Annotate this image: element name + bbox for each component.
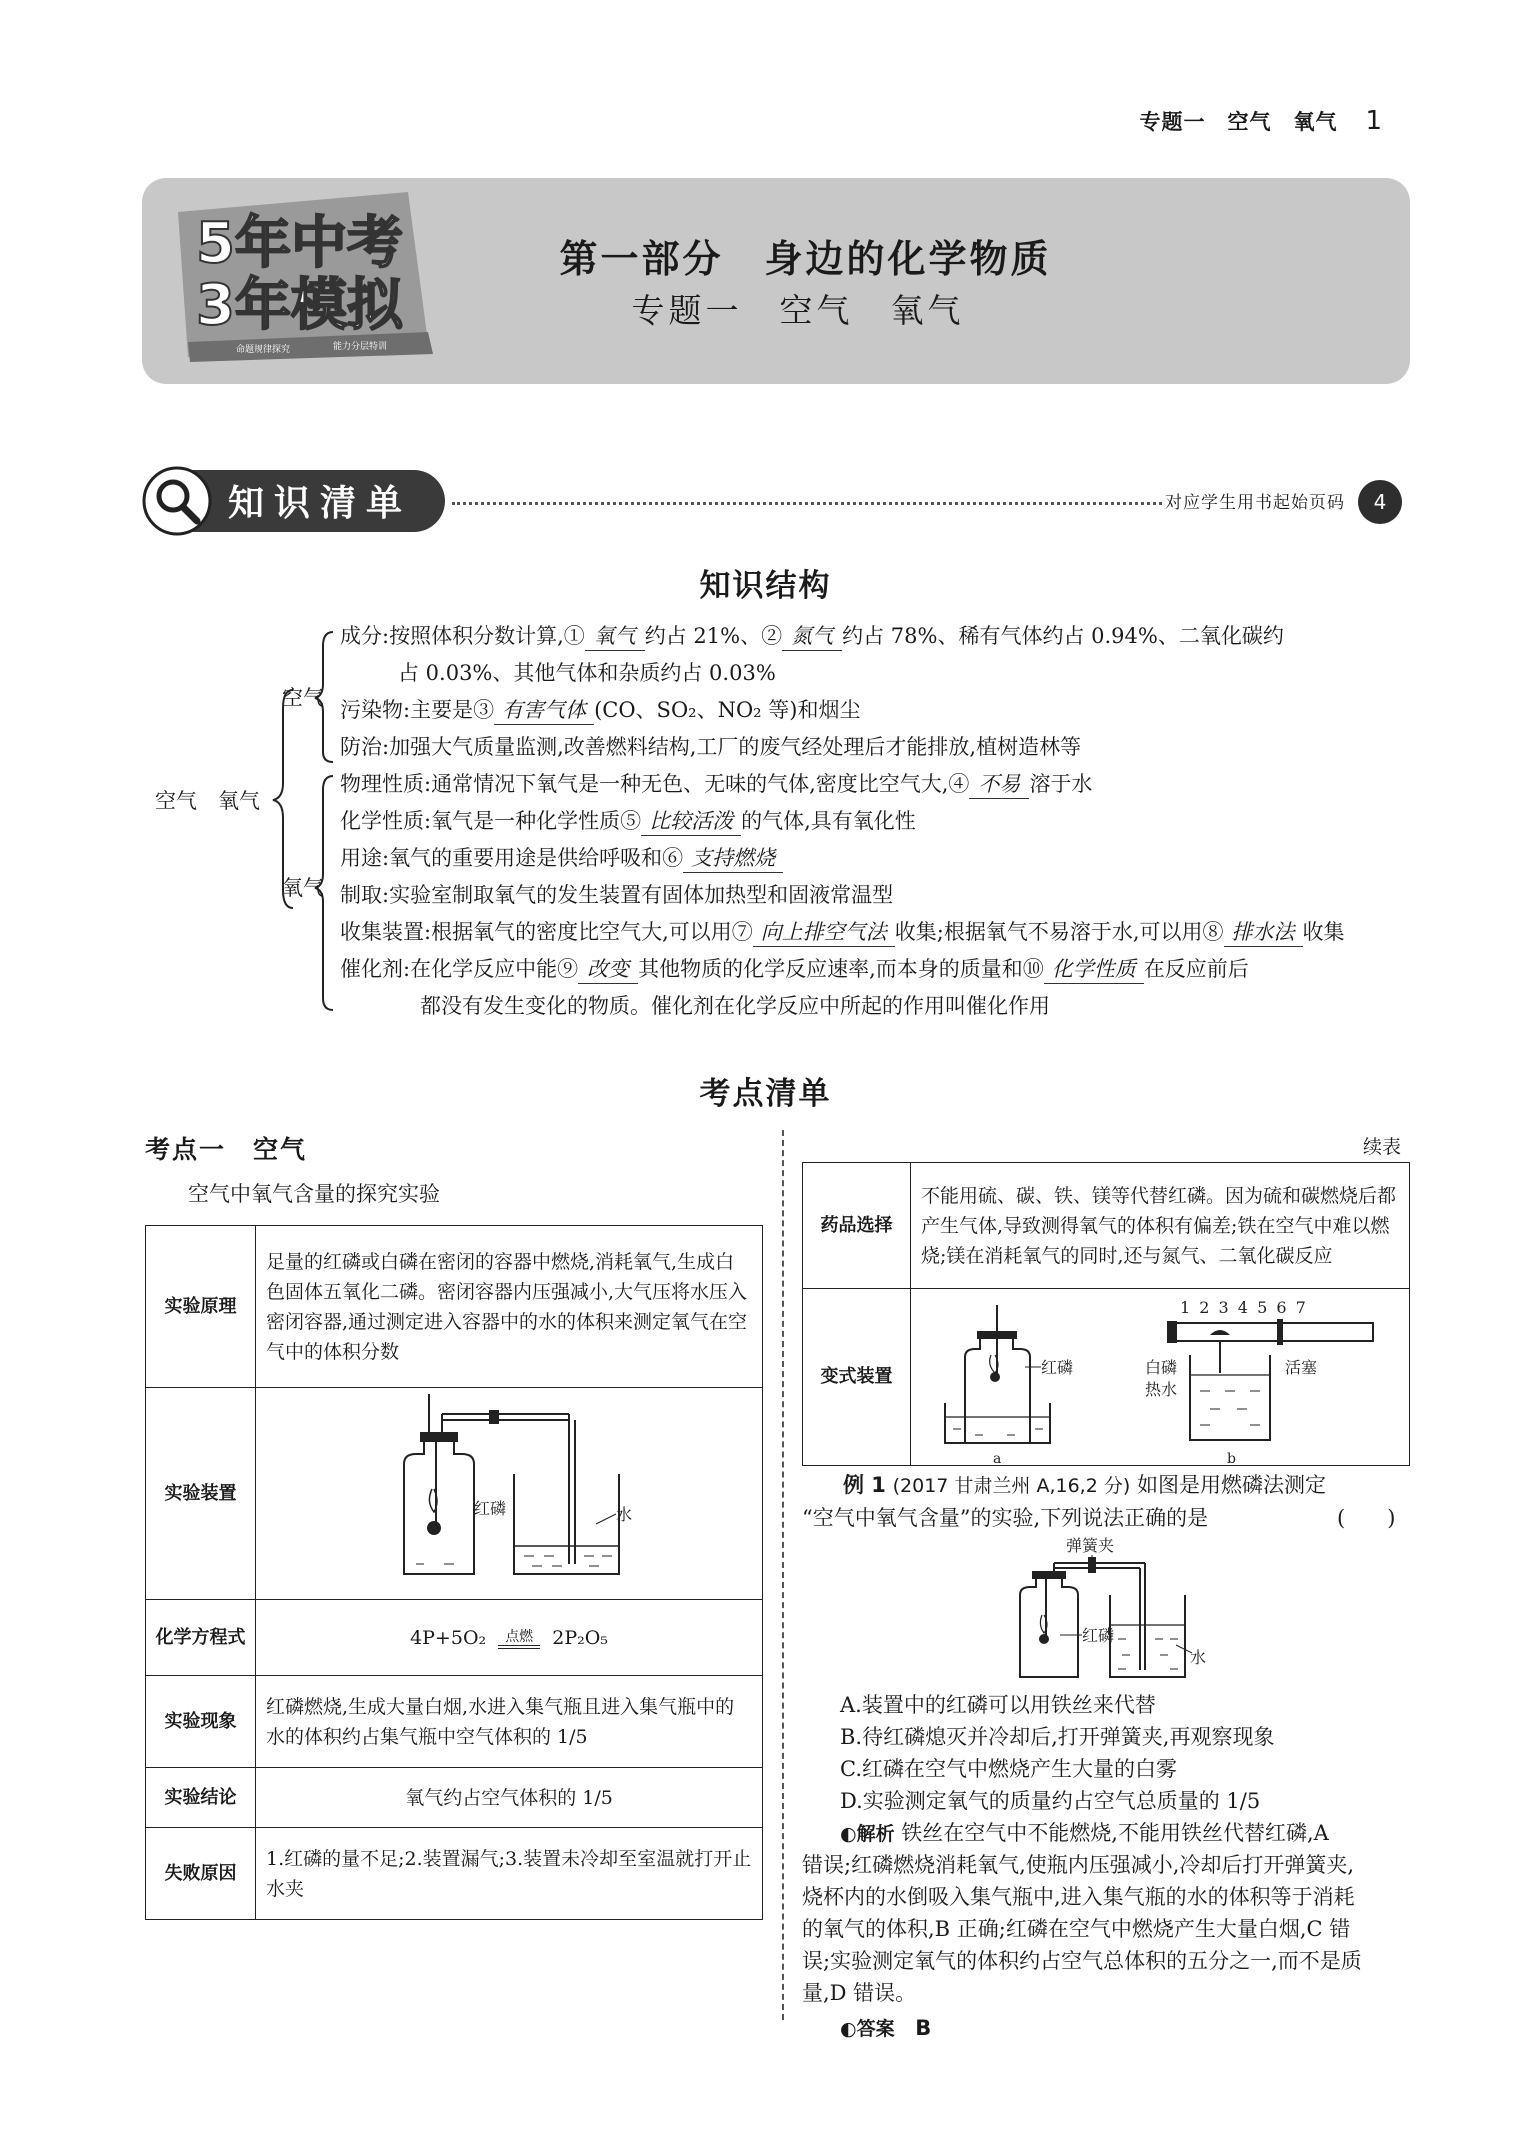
blank-9: 改变 (578, 955, 638, 984)
blank-2: 氮气 (782, 622, 842, 651)
analysis-tag: ◐解析 (840, 1823, 895, 1845)
equation-cell (256, 1600, 763, 1676)
column-divider (782, 1130, 784, 2020)
table-row: 化学方程式 4P+5O₂ 点燃 2P₂O₅ (146, 1600, 763, 1676)
logo-line1: 5年中考 (196, 211, 403, 276)
test-point-1-subtitle: 空气中氧气含量的探究实验 (188, 1182, 440, 1206)
option-d: D.实验测定氧气的质量约占空气总质量的 1/5 (840, 1789, 1261, 1813)
example-source: (2017 甘肃兰州 A,16,2 分) (892, 1475, 1131, 1497)
label-water: 水 (616, 1505, 633, 1524)
chapter-subtitle: 专题一 空气 氧气 (631, 291, 965, 330)
oxygen-chemical: 化学性质:氧气是一种化学性质⑤ 比较活泼 的气体,具有氧化性 (340, 807, 916, 836)
oxygen-preparation: 制取:实验室制取氧气的发生装置有固体加热型和固液常温型 (340, 883, 894, 907)
running-header-topic: 专题一 空气 氧气 (1139, 110, 1338, 134)
oxygen-use: 用途:氧气的重要用途是供给呼吸和⑥ 支持燃烧 (340, 844, 783, 873)
continued-label: 续表 (1362, 1136, 1401, 1158)
blank-7: 向上排空气法 (753, 918, 895, 947)
variant-b-label: b (1227, 1451, 1236, 1467)
air-node: 空气 (282, 686, 324, 710)
example-clip-label: 弹簧夹 (1066, 1536, 1115, 1555)
chapter-title: 第一部分 身边的化学物质 (559, 237, 1052, 281)
experiment-table (145, 1225, 763, 1920)
oxygen-physical: 物理性质:通常情况下氧气是一种无色、无味的气体,密度比空气大,④ 不易 溶于水 (340, 770, 1092, 799)
example-figure (1010, 1535, 1230, 1685)
test-point-1-title: 考点一 空气 (145, 1135, 308, 1164)
air-composition-cont: 占 0.03%、其他气体和杂质约占 0.03% (398, 661, 776, 685)
analysis-line-4: 的氧气的体积,B 正确;红磷在空气中燃烧产生大量白烟,C 错 (802, 1917, 1351, 1941)
variant-a-phosphorus-label: 红磷 (1041, 1358, 1074, 1377)
oxygen-catalyst: 催化剂:在化学反应中能⑨ 改变 其他物质的化学反应速率,而本身的质量和⑩ 化学性质 在反应前后 (340, 955, 1249, 984)
analysis-line-2: 错误;红磷燃烧消耗氧气,使瓶内压强减小,冷却后打开弹簧夹, (802, 1853, 1355, 1877)
running-header (1139, 106, 1383, 136)
blank-1: 氧气 (585, 622, 645, 651)
equation-condition: 点燃 (505, 1628, 534, 1645)
option-b: B.待红磷熄灭并冷却后,打开弹簧夹,再观察现象 (840, 1725, 1275, 1749)
table-row: 变式装置 红磷 a 1 2 3 4 5 6 7 白磷 热水 活塞 b (803, 1289, 1410, 1466)
table-row: 实验现象 红磷燃烧,生成大量白烟,水进入集气瓶且进入集气瓶中的水的体积约占集气瓶中空气体积的 1/5 (146, 1676, 763, 1768)
apparatus-figure-cell (256, 1388, 763, 1600)
reference-text: 对应学生用书起始页码 (1165, 493, 1345, 513)
analysis-line-3: 烧杯内的水倒吸入集气瓶中,进入集气瓶的水的体积等于消耗 (802, 1885, 1355, 1909)
logo-tag2: 能力分层特训 (333, 342, 388, 352)
answer-tag: ◐答案 (840, 2018, 895, 2040)
blank-3: 有害气体 (494, 696, 594, 725)
test-points-heading: 考点清单 (699, 1076, 832, 1112)
example-phos-label: 红磷 (1082, 1626, 1115, 1645)
table-row: 药品选择 不能用硫、碳、铁、镁等代替红磷。因为硫和碳燃烧后都产生气体,导致测得氧气的体积有偏差;铁在空气中难以燃烧;镁在消耗氧气的同时,还与氮气、二氧化碳反应 (803, 1163, 1410, 1289)
example-answer-bracket: ( ) (1337, 1506, 1396, 1530)
section-title: 知识清单 (228, 483, 413, 524)
option-a: A.装置中的红磷可以用铁丝来代替 (840, 1693, 1156, 1717)
equation-right: 2P₂O₅ (552, 1626, 608, 1649)
example-stem-line1: 例 1 (2017 甘肃兰州 A,16,2 分) 如图是用燃磷法测定 (843, 1473, 1326, 1497)
oxygen-node: 氧气 (282, 876, 324, 900)
analysis-line-5: 误;实验测定氧气的体积约占空气总体积的五分之一,而不是质 (802, 1949, 1362, 1973)
variant-b-hot-water-label: 热水 (1145, 1380, 1178, 1399)
variant-figure-cell (911, 1289, 1410, 1466)
analysis-line-1: ◐解析 铁丝在空气中不能燃烧,不能用铁丝代替红磷,A (840, 1821, 1329, 1845)
blank-5: 比较活泼 (641, 807, 741, 836)
variant-b-scale: 1 2 3 4 5 6 7 (1180, 1298, 1308, 1317)
knowledge-structure-heading: 知识结构 (699, 568, 832, 604)
continued-table (802, 1162, 1410, 1466)
option-c: C.红磷在空气中燃烧产生大量的白雾 (840, 1757, 1177, 1781)
table-row: 实验装置 红磷 水 (146, 1388, 763, 1600)
blank-6: 支持燃烧 (683, 844, 783, 873)
variant-a-label: a (993, 1451, 1002, 1467)
oxygen-catalyst-cont: 都没有发生变化的物质。催化剂在化学反应中所起的作用叫催化作用 (420, 994, 1050, 1018)
label-red-phosphorus: 红磷 (474, 1499, 507, 1518)
blank-4: 不易 (969, 770, 1029, 799)
air-prevention: 防治:加强大气质量监测,改善燃料结构,工厂的废气经处理后才能排放,植树造林等 (340, 735, 1082, 759)
blank-8: 排水法 (1224, 918, 1303, 947)
tree-root: 空气 氧气 (155, 789, 260, 813)
variant-b-piston-label: 活塞 (1285, 1358, 1318, 1377)
air-composition: 成分:按照体积分数计算,① 氧气 约占 21%、② 氮气 约占 78%、稀有气体约占 0.94%、二氧化碳约 (340, 622, 1284, 651)
variant-apparatus-diagram (925, 1295, 1395, 1467)
table-row: 实验原理 足量的红磷或白磷在密闭的容器中燃烧,消耗氧气,生成白色固体五氧化二磷。密闭容器内压强减小,大气压将水压入密闭容器,通过测定进入容器中的水的体积来测定氧气在空气中的体积分数 (146, 1226, 763, 1388)
table-row: 实验结论 氧气约占空气体积的 1/5 (146, 1768, 763, 1828)
blank-10: 化学性质 (1044, 955, 1144, 984)
logo-line2: 3年模拟 (196, 273, 403, 338)
analysis-line-6: 量,D 错误。 (802, 1981, 917, 2005)
example-stem-line2: “空气中氧气含量”的实验,下列说法正确的是 (802, 1506, 1209, 1530)
answer-value: B (915, 2016, 932, 2040)
reference-page-badge: 4 (1358, 480, 1402, 524)
table-row: 失败原因 1.红磷的量不足;2.装置漏气;3.装置未冷却至室温就打开止水夹 (146, 1828, 763, 1920)
example-tag: 例 1 (843, 1473, 886, 1497)
variant-b-white-label: 白磷 (1145, 1358, 1178, 1377)
equation-arrow (498, 1629, 540, 1649)
answer-line (840, 2013, 931, 2045)
dotted-leader (452, 502, 1162, 505)
example-water-label: 水 (1190, 1648, 1207, 1667)
oxygen-collection: 收集装置:根据氧气的密度比空气大,可以用⑦ 向上排空气法 收集;根据氧气不易溶于水,可以用⑧ 排水法 收集 (340, 918, 1345, 947)
page-number: 1 (1365, 106, 1383, 136)
air-pollutants: 污染物:主要是③ 有害气体 (CO、SO₂、NO₂ 等)和烟尘 (340, 696, 860, 725)
magnifier-icon (142, 466, 212, 536)
logo-tag1: 命题规律探究 (236, 345, 291, 355)
apparatus-diagram (384, 1394, 634, 1584)
equation-left: 4P+5O₂ (410, 1626, 487, 1649)
